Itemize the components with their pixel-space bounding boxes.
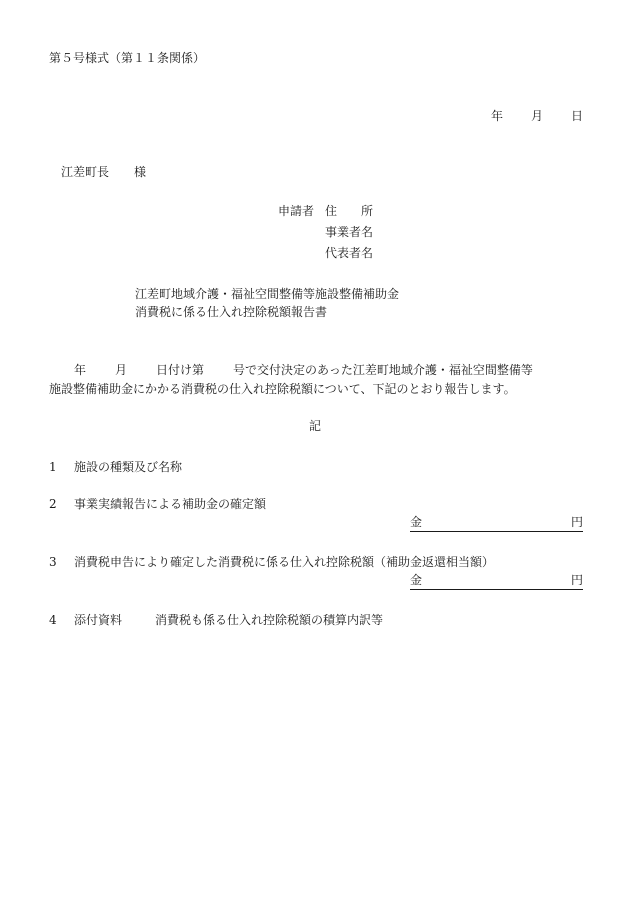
date-day-label: 日	[571, 109, 584, 123]
item-2-amount-prefix: 金	[410, 515, 423, 529]
date-month-label: 月	[531, 109, 544, 123]
item-3-amount-line	[410, 573, 583, 590]
item-2-amount-line	[410, 515, 583, 532]
addressee-honorific: 様	[134, 165, 147, 179]
item-2-number: 2	[49, 497, 57, 511]
item-1-text: 施設の種類及び名称	[74, 460, 183, 474]
ki-heading: 記	[309, 419, 322, 433]
item-4-text: 添付資料	[74, 613, 123, 627]
item-3-number: 3	[49, 555, 57, 569]
body-month-label: 月	[115, 363, 128, 377]
item-2-text: 事業実績報告による補助金の確定額	[74, 497, 267, 511]
form-number: 第５号様式（第１１条関係）	[49, 51, 206, 65]
applicant-label: 申請者	[278, 204, 315, 218]
item-4-number: 4	[49, 613, 57, 627]
address-label: 住 所	[325, 204, 374, 218]
item-4-detail: 消費税も係る仕入れ控除税額の積算内訳等	[155, 613, 384, 627]
date-year-label: 年	[491, 109, 504, 123]
item-1-number: 1	[49, 460, 57, 474]
body-line1-rest: 号で交付決定のあった江差町地域介護・福祉空間整備等	[233, 363, 533, 377]
body-day-label: 日付け第	[156, 363, 205, 377]
item-3-text: 消費税申告により確定した消費税に係る仕入れ控除税額（補助金返還相当額）	[74, 555, 495, 569]
body-line2: 施設整備補助金にかかる消費税の仕入れ控除税額について、下記のとおり報告します。	[49, 382, 516, 396]
item-3-amount-suffix: 円	[570, 573, 583, 587]
report-title-line2: 消費税に係る仕入れ控除税額報告書	[135, 305, 328, 319]
item-3-amount-prefix: 金	[410, 573, 423, 587]
addressee-name: 江差町長	[61, 165, 110, 179]
item-2-amount-suffix: 円	[570, 515, 583, 529]
report-title-line1: 江差町地域介護・福祉空間整備等施設整備補助金	[135, 287, 400, 301]
business-name-label: 事業者名	[325, 225, 374, 239]
body-year-label: 年	[74, 363, 87, 377]
representative-label: 代表者名	[325, 246, 374, 260]
